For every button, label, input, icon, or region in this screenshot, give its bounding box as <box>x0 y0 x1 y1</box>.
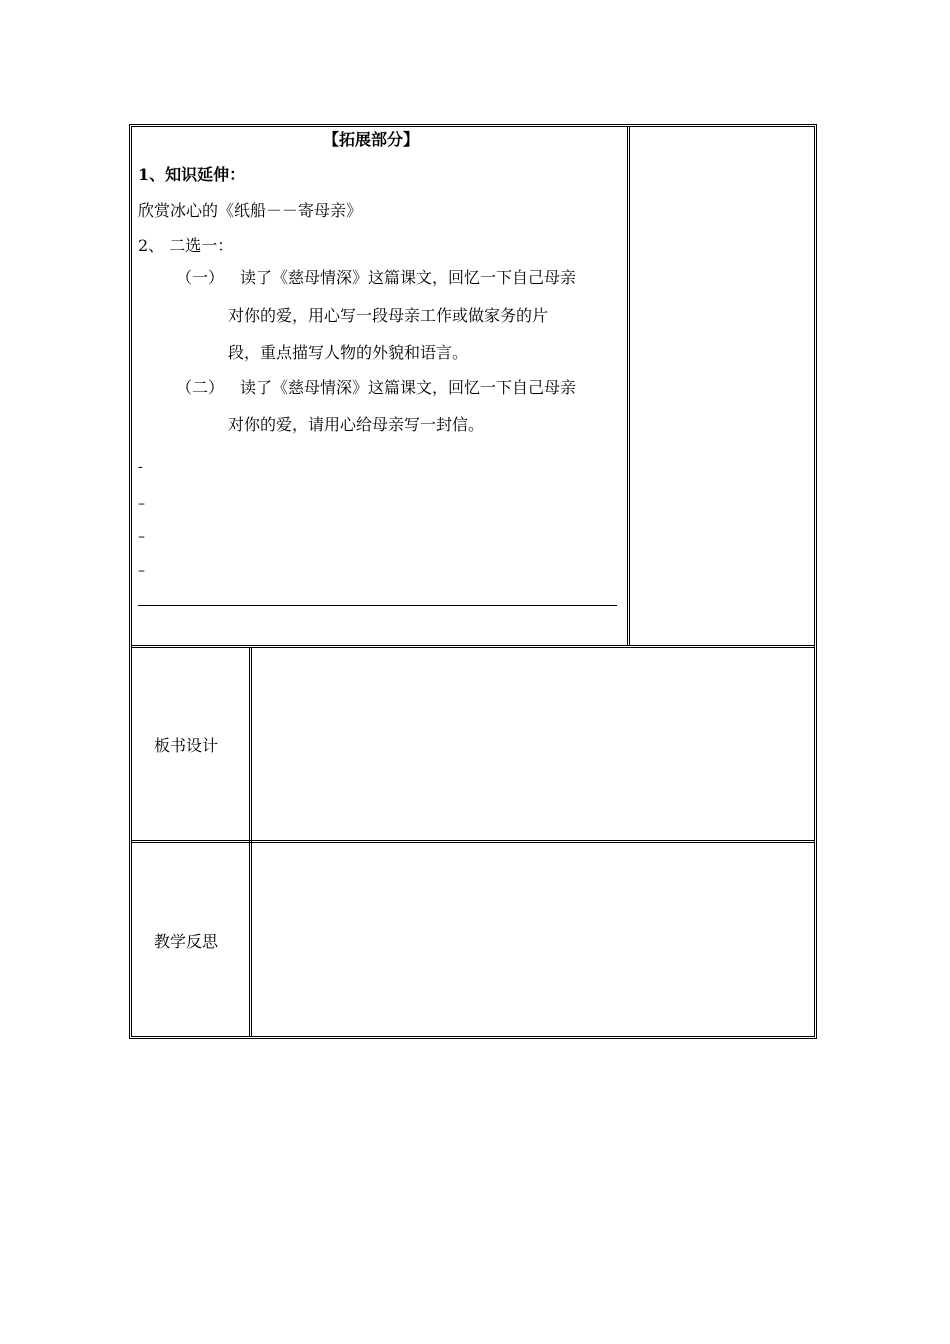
board-design-content-area <box>253 649 813 838</box>
extension-heading: 【拓展部分】 <box>323 130 420 149</box>
knowledge-extension-title: 1、知识延伸： <box>138 165 246 184</box>
option-one-line: 读了《慈母情深》这篇课文，回忆一下自己母亲 <box>240 268 577 287</box>
extension-column-divider <box>627 126 630 646</box>
option-two-line: 对你的爱，请用心给母亲写一封信。 <box>228 415 485 434</box>
writing-underline <box>138 605 617 606</box>
board-design-label: 板书设计 <box>154 736 219 755</box>
option-two-marker: （二） <box>176 378 225 397</box>
blank-line-mark: – <box>138 496 145 512</box>
option-one-marker: （一） <box>176 268 225 287</box>
teaching-reflection-label: 教学反思 <box>154 932 219 951</box>
option-one-line: 对你的爱，用心写一段母亲工作或做家务的片 <box>228 306 549 325</box>
blank-line-mark: – <box>138 529 145 545</box>
knowledge-extension-text: 欣赏冰心的《纸船－－寄母亲》 <box>138 201 363 220</box>
board-row-bottom-border <box>131 840 815 843</box>
extension-row-bottom-border <box>131 645 815 648</box>
blank-line-mark: – <box>138 563 145 579</box>
teaching-reflection-content-area <box>253 844 813 1035</box>
option-one-line: 段，重点描写人物的外貌和语言。 <box>228 343 469 362</box>
blank-line-mark: - <box>138 459 143 475</box>
option-two-line: 读了《慈母情深》这篇课文，回忆一下自己母亲 <box>240 378 577 397</box>
choose-one-title: 2、 二选一： <box>138 236 234 255</box>
